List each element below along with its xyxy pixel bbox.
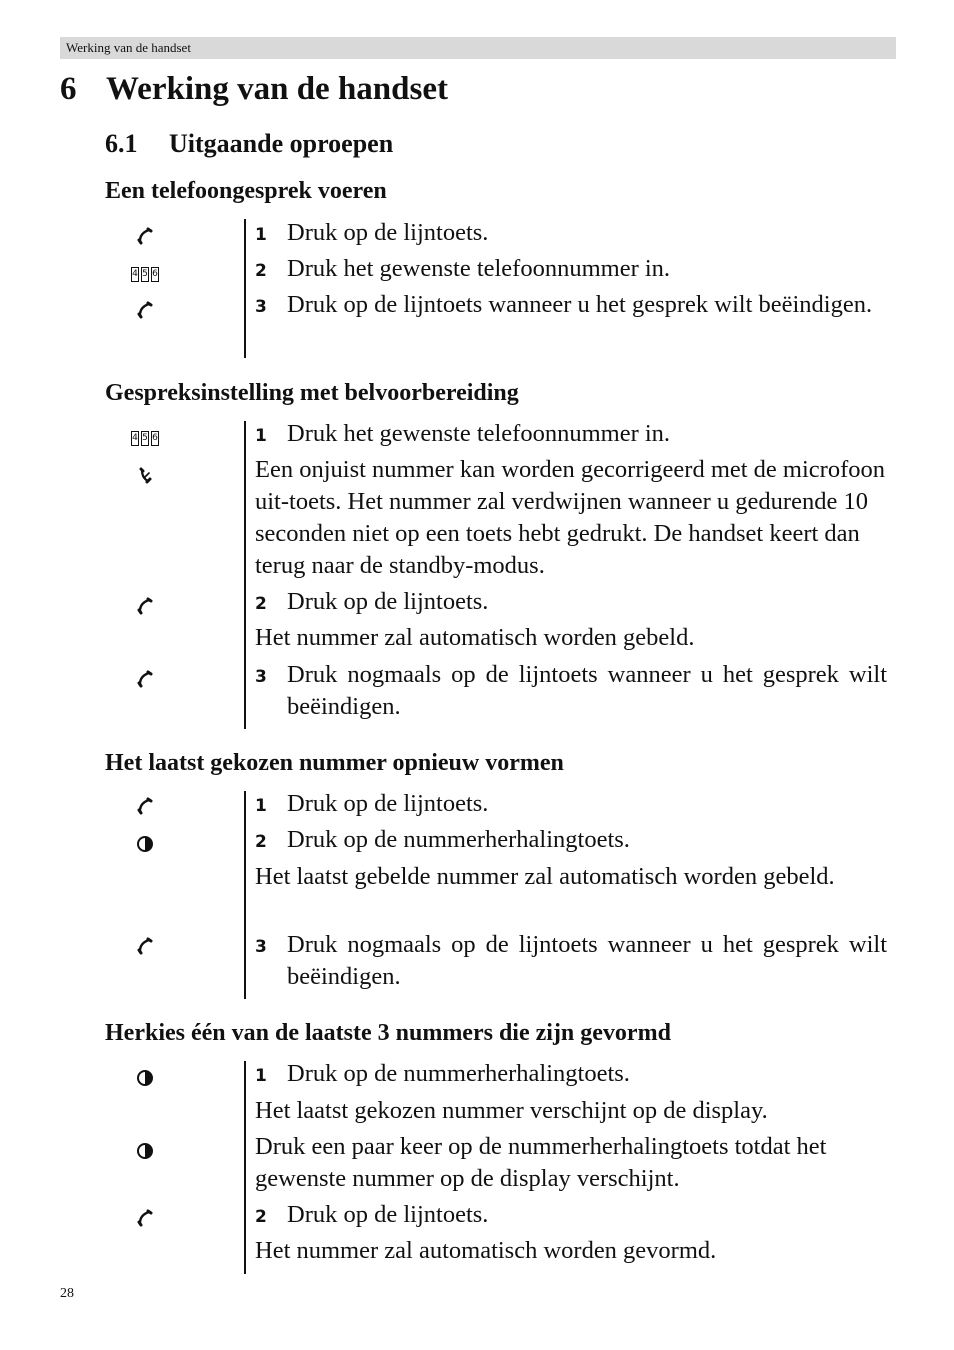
running-header <box>60 37 896 59</box>
divider-line <box>244 1061 246 1274</box>
note-text: Het nummer zal automatisch worden gebeld. <box>255 624 695 651</box>
line-key-icon <box>131 797 159 821</box>
step-row <box>255 1199 887 1231</box>
step-number: 2 <box>255 594 267 614</box>
step-row <box>255 217 887 249</box>
step-text: Druk nogmaals op de lijntoets wanneer u het gesprek wilt beëindigen. <box>287 661 887 720</box>
subheading-predial: Gespreksinstelling met belvoorbereiding <box>105 380 519 406</box>
step-row <box>255 929 887 993</box>
keypad-key-4: 4 <box>131 431 139 446</box>
step-row <box>255 788 887 820</box>
subheading-make-call: Een telefoongesprek voeren <box>105 178 387 204</box>
step-row <box>255 1058 887 1090</box>
instruction-block-redial-list <box>105 1061 895 1274</box>
divider-line <box>244 219 246 358</box>
step-number: 1 <box>255 225 267 245</box>
step-row <box>255 586 887 618</box>
keypad-key-5: 5 <box>141 431 149 446</box>
keypad-icon <box>131 267 159 291</box>
keypad-key-5: 5 <box>141 267 149 282</box>
note-text: Het laatst gebelde nummer zal automatisch worden gebeld. <box>255 863 835 890</box>
step-number: 3 <box>255 937 267 957</box>
chapter-title-text: Werking van de handset <box>106 71 448 107</box>
instruction-block-redial-last <box>105 791 895 999</box>
note-text: Het nummer zal automatisch worden gevormd. <box>255 1237 717 1264</box>
keypad-key-4: 4 <box>131 267 139 282</box>
subheading-redial-list: Herkies één van de laatste 3 nummers die zijn gevormd <box>105 1020 671 1046</box>
step-row <box>255 659 887 723</box>
step-number: 1 <box>255 1066 267 1086</box>
step-text: Druk op de nummerherhalingtoets. <box>287 1060 630 1087</box>
line-key-icon <box>131 670 159 694</box>
step-text: Druk op de lijntoets wanneer u het gesprek wilt beëindigen. <box>287 291 873 318</box>
divider-line <box>244 421 246 729</box>
step-row <box>255 418 887 450</box>
redial-icon <box>131 1142 159 1166</box>
redial-icon <box>131 1069 159 1093</box>
chapter-number: 6 <box>60 71 77 107</box>
subheading-redial-last: Het laatst gekozen nummer opnieuw vormen <box>105 750 564 776</box>
step-number: 1 <box>255 796 267 816</box>
instruction-block-make-call <box>105 219 895 358</box>
chapter-title <box>60 68 448 110</box>
step-number: 3 <box>255 667 267 687</box>
step-text: Druk het gewenste telefoonnummer in. <box>287 420 671 447</box>
note-text: Het laatst gekozen nummer verschijnt op de display. <box>255 1097 768 1124</box>
step-text: Druk op de lijntoets. <box>287 219 489 246</box>
step-text: Druk nogmaals op de lijntoets wanneer u het gesprek wilt beëindigen. <box>287 931 887 990</box>
step-number: 2 <box>255 1207 267 1227</box>
note-text: Druk een paar keer op de nummerherhalingtoets totdat het gewenste nummer op de display verschijnt. <box>255 1133 827 1192</box>
instruction-block-predial <box>105 421 895 729</box>
divider-line <box>244 791 246 999</box>
step-number: 1 <box>255 426 267 446</box>
line-key-icon <box>131 301 159 325</box>
step-text: Druk op de lijntoets. <box>287 1201 489 1228</box>
section-title-text: Uitgaande oproepen <box>169 129 394 158</box>
keypad-key-6: 6 <box>151 431 159 446</box>
line-key-icon <box>131 597 159 621</box>
line-key-icon <box>131 1209 159 1233</box>
microphone-off-icon <box>131 467 159 491</box>
step-row <box>255 289 887 321</box>
page-number: 28 <box>60 1286 74 1301</box>
step-text: Druk op de lijntoets. <box>287 790 489 817</box>
step-number: 2 <box>255 261 267 281</box>
redial-icon <box>131 835 159 859</box>
step-number: 2 <box>255 832 267 852</box>
step-number: 3 <box>255 297 267 317</box>
note-text: Een onjuist nummer kan worden gecorrigeerd met de microfoon uit-toets. Het nummer zal verdwijnen wanneer u gedurende 10 seconden niet op een toets hebt gedrukt. De handset keert dan terug naar de standby-modus. <box>255 456 885 579</box>
step-row <box>255 253 887 285</box>
keypad-key-6: 6 <box>151 267 159 282</box>
step-text: Druk op de nummerherhalingtoets. <box>287 826 630 853</box>
step-row <box>255 824 887 856</box>
line-key-icon <box>131 227 159 251</box>
step-text: Druk op de lijntoets. <box>287 588 489 615</box>
running-header-title: Werking van de handset <box>66 40 191 55</box>
section-number: 6.1 <box>105 129 138 158</box>
section-title <box>105 127 393 161</box>
line-key-icon <box>131 937 159 961</box>
keypad-icon <box>131 431 159 455</box>
step-text: Druk het gewenste telefoonnummer in. <box>287 255 671 282</box>
